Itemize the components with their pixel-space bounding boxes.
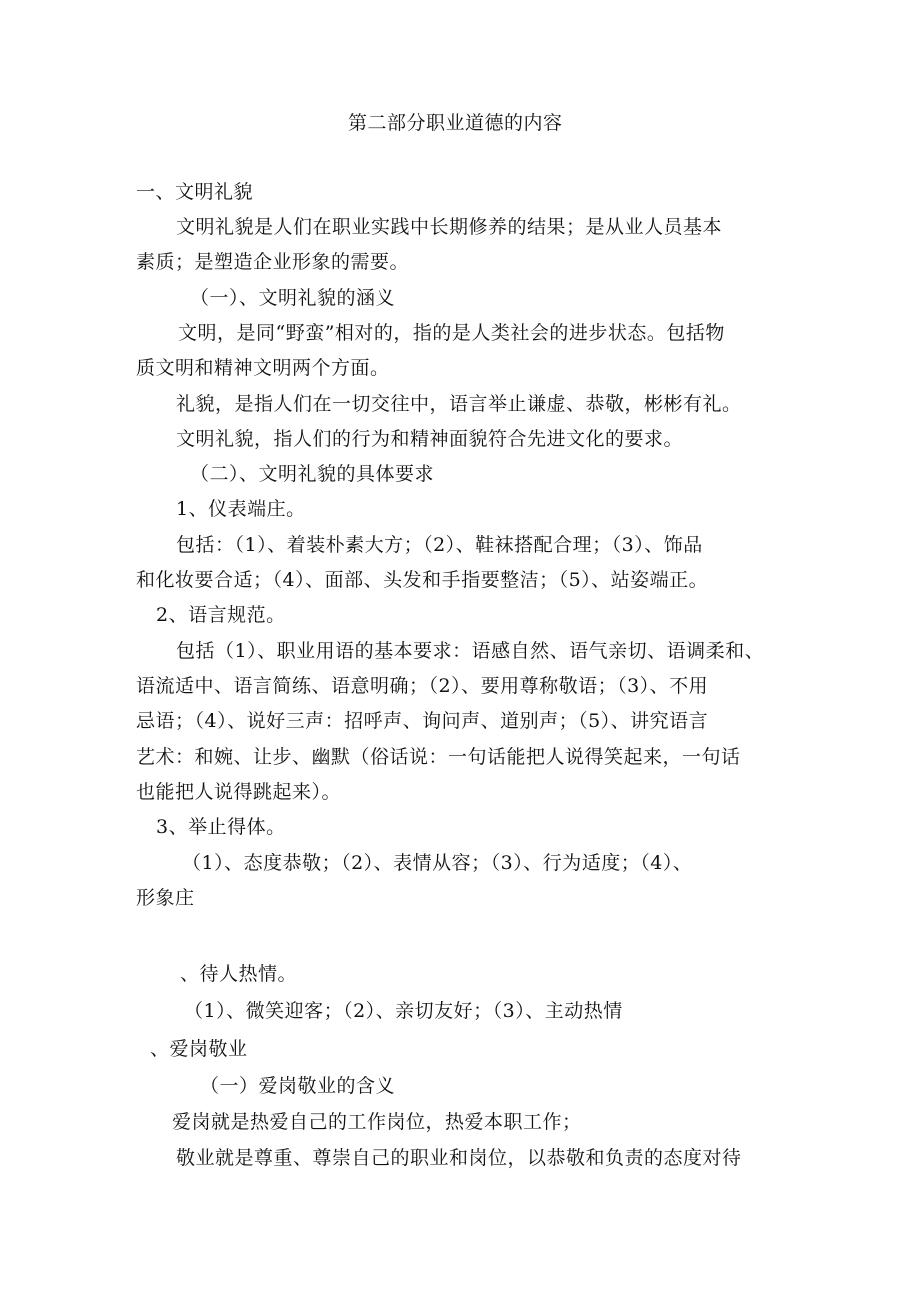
subsection-heading: （一）爱岗敬业的含义 <box>200 1075 396 1097</box>
paragraph-line: 和化妆要合适；（4）、面部、头发和手指要整洁；（5）、站姿端正。 <box>136 569 709 591</box>
subsection-heading: （二）、文明礼貌的具体要求 <box>190 463 435 485</box>
list-item-heading: 2、语言规范。 <box>156 604 286 626</box>
list-item-heading: 3、举止得体。 <box>156 816 286 838</box>
list-item-heading: 1、仪表端庄。 <box>176 498 306 520</box>
paragraph-line: 包括（1）、职业用语的基本要求：语感自然、语气亲切、语调柔和、 <box>176 640 765 662</box>
paragraph-line: 文明礼貌，指人们的行为和精神面貌符合先进文化的要求。 <box>176 428 684 450</box>
paragraph-line: 艺术：和婉、让步、幽默（俗话说：一句话能把人说得笑起来，一句话 <box>136 746 741 768</box>
paragraph-line: 爱岗就是热爱自己的工作岗位，热爱本职工作； <box>172 1111 582 1133</box>
paragraph-line: 包括：（1）、着装朴素大方；（2）、鞋袜搭配合理；（3）、饰品 <box>176 534 703 556</box>
paragraph-line: 文明礼貌是人们在职业实践中长期修养的结果；是从业人员基本 <box>176 216 723 238</box>
paragraph-line: （1）、态度恭敬；（2）、表情从容；（3）、行为适度；（4）、 <box>182 852 693 874</box>
paragraph-line: 也能把人说得跳起来）。 <box>136 781 342 803</box>
page-title: 第二部分职业道德的内容 <box>348 112 563 134</box>
paragraph-line: 文明，是同“野蛮”相对的，指的是人类社会的进步状态。包括物 <box>178 322 725 344</box>
subsection-heading: （一）、文明礼貌的涵义 <box>190 287 396 309</box>
paragraph-line: 质文明和精神文明两个方面。 <box>136 357 390 379</box>
paragraph-line: 语流适中、语言简练、语意明确；（2）、要用尊称敬语；（3）、不用 <box>136 675 709 697</box>
section-heading: 、爱岗敬业 <box>150 1038 248 1060</box>
paragraph-line: 形象庄 <box>136 887 195 909</box>
paragraph-line: 敬业就是尊重、尊崇自己的职业和岗位，以恭敬和负责的态度对待 <box>176 1147 742 1169</box>
paragraph-line: 忌语；（4）、说好三声：招呼声、询问声、道别声；（5）、讲究语言 <box>136 710 709 732</box>
paragraph-line: 素质；是塑造企业形象的需要。 <box>136 251 410 273</box>
paragraph-line: 礼貌，是指人们在一切交往中，语言举止谦虚、恭敬，彬彬有礼。 <box>176 393 742 415</box>
paragraph-line: （1）、微笑迎客；（2）、亲切友好；（3）、主动热情 <box>184 1000 623 1022</box>
list-item-heading: 、待人热情。 <box>180 963 298 985</box>
section-heading: 一、文明礼貌 <box>136 181 254 203</box>
